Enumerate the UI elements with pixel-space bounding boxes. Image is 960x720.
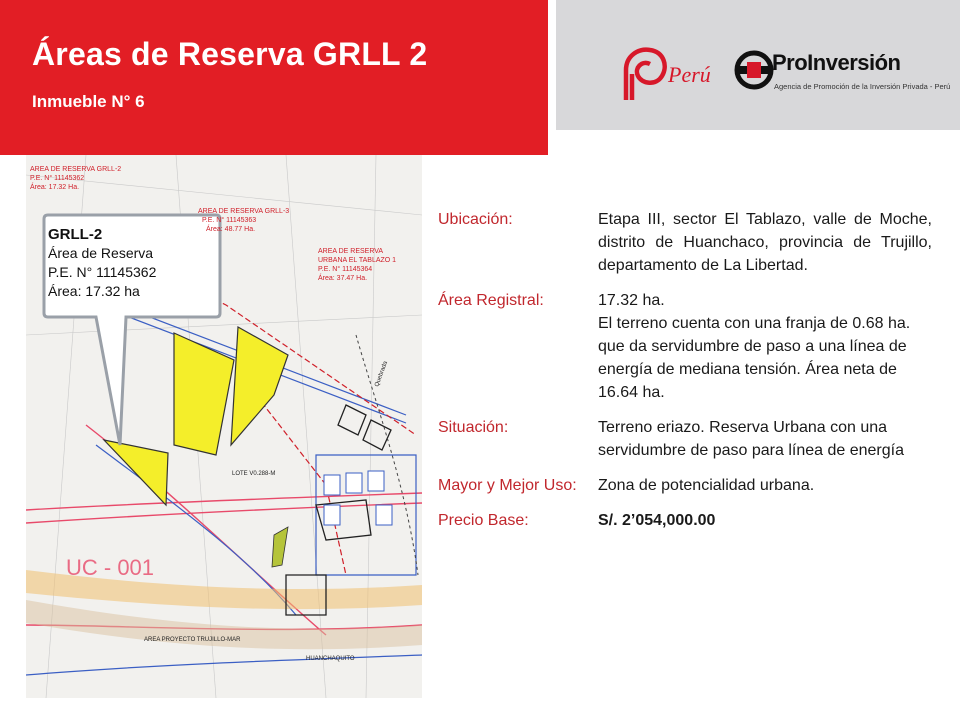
- callout-title: GRLL-2: [48, 226, 103, 243]
- callout-line: P.E. N° 11145362: [48, 264, 157, 280]
- peru-logo: [612, 44, 712, 104]
- detail-value-text: Etapa III, sector El Tablazo, valle de Moche, distrito de Huanchaco, provincia de Trujillo, departamento de La Libertad.: [598, 211, 932, 274]
- map-label-quebrada: Quebrada: [374, 360, 390, 388]
- detail-value: [598, 509, 932, 532]
- header-divider: [548, 0, 556, 155]
- price-value: S/. 2’054,000.00: [598, 512, 716, 529]
- detail-label: Situación:: [438, 419, 509, 436]
- detail-row-area-registral: [438, 289, 932, 404]
- map-callout: [48, 225, 156, 301]
- detail-value: [598, 208, 932, 277]
- detail-value: [598, 474, 932, 497]
- map-label-grll3: AREA DE RESERVA GRLL-3: [198, 208, 290, 215]
- map-label-uc001: UC - 001: [66, 555, 155, 580]
- map-label-grll2: AREA DE RESERVA GRLL-2: [30, 166, 122, 173]
- map-label-tablazo-area: Área: 37.47 Ha.: [318, 275, 368, 282]
- detail-label: Precio Base:: [438, 512, 529, 529]
- detail-value-text: 17.32 ha.: [598, 292, 665, 309]
- page-subtitle: Inmueble N° 6: [32, 92, 145, 111]
- header-red-band: [0, 0, 548, 155]
- detail-value: [598, 289, 932, 404]
- detail-row-ubicacion: [438, 208, 932, 277]
- map-label-grll2-pe: P.E. N° 11145362: [30, 175, 85, 182]
- detail-value-text: El terreno cuenta con una franja de 0.68 ha. que da servidumbre de paso a una línea de energía de mediana tensión. Área neta de 16.64 ha.: [598, 315, 911, 401]
- detail-label: Ubicación:: [438, 211, 513, 228]
- detail-label: Mayor y Mejor Uso:: [438, 477, 577, 494]
- map-label-grll3-pe: P.E. N° 11145363: [202, 217, 257, 224]
- map-label-lote: LOTE V0.288-M: [232, 471, 276, 477]
- map-label-huanchaquito: HUANCHAQUITO: [306, 656, 355, 662]
- map-label-tablazo-pe: P.E. N° 11145364: [318, 266, 373, 273]
- callout-line: Área: 17.32 ha: [48, 283, 140, 299]
- page-title: Áreas de Reserva GRLL 2: [32, 36, 428, 72]
- proinversion-name: ProInversión: [772, 50, 901, 75]
- map-label-grll3-area: Área: 48.77 Ha.: [206, 226, 256, 233]
- proinversion-tagline: Agencia de Promoción de la Inversión Privada - Perú: [774, 82, 951, 91]
- detail-value: [598, 416, 932, 462]
- detail-value-text: Terreno eriazo. Reserva Urbana con una servidumbre de paso para línea de energía: [598, 419, 904, 459]
- detail-value-text: Zona de potencialidad urbana.: [598, 477, 815, 494]
- map-label-trujillo-mar: AREA PROYECTO TRUJILLO-MAR: [144, 637, 241, 643]
- callout-line: Área de Reserva: [48, 245, 154, 261]
- property-details: [438, 208, 932, 544]
- detail-label: Área Registral:: [438, 292, 544, 309]
- detail-row-precio-base: [438, 509, 932, 532]
- detail-row-mayor-uso: [438, 474, 932, 497]
- map-label-grll2-area: Área: 17.32 Ha.: [30, 184, 80, 191]
- map-label-tablazo-name: URBANA EL TABLAZO 1: [318, 257, 397, 264]
- detail-row-situacion: [438, 416, 932, 462]
- map-label-tablazo: AREA DE RESERVA: [318, 248, 384, 255]
- peru-logo-text: Perú: [668, 62, 711, 87]
